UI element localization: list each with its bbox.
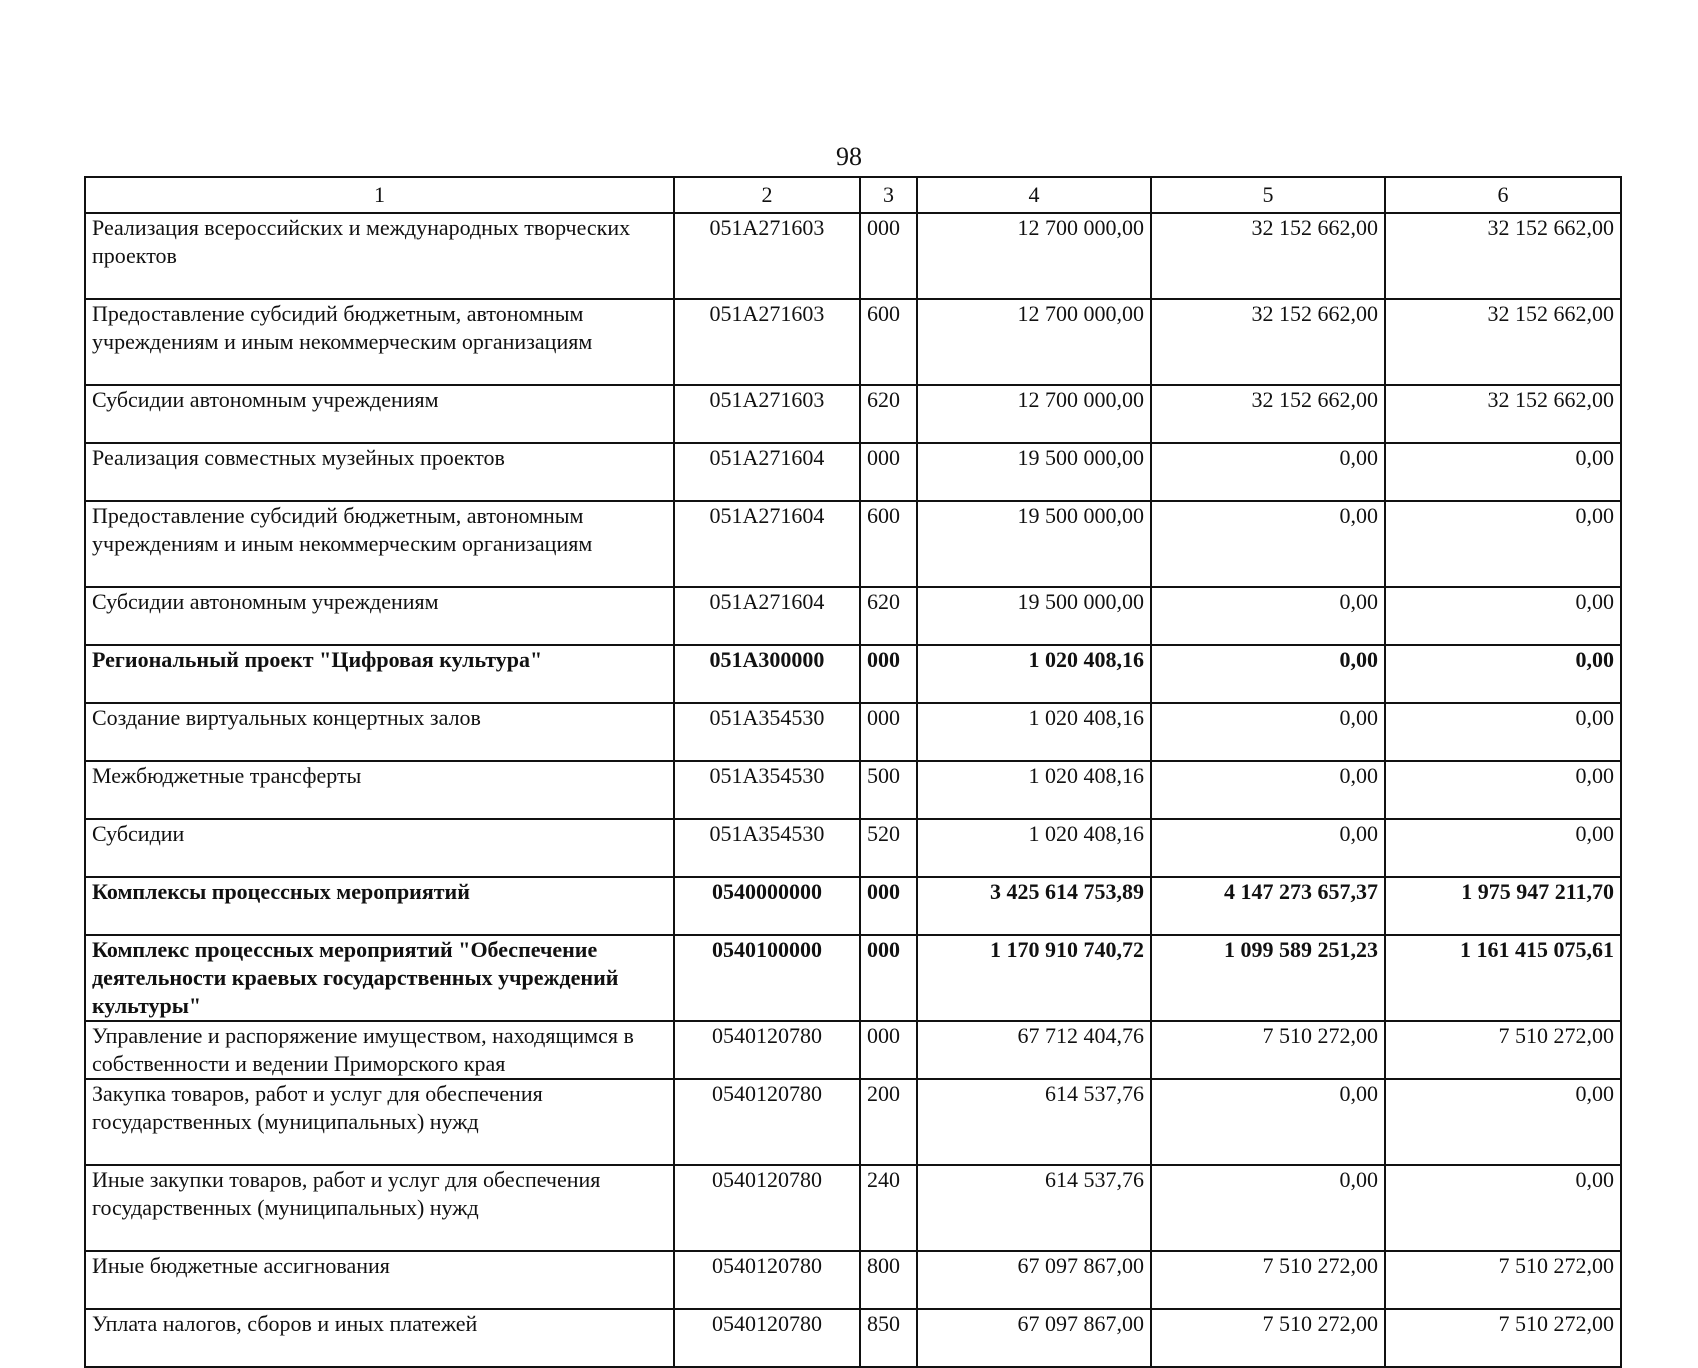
table-row [85,385,1621,443]
row-expense-type-cell: 240 [860,1165,917,1251]
row-amount-col6-cell: 1 161 415 075,61 [1385,935,1621,1021]
row-amount-col6-cell: 7 510 272,00 [1385,1021,1621,1079]
table-row [85,1079,1621,1165]
table-row [85,501,1621,587]
row-name-cell: Предоставление субсидий бюджетным, автономным учреждениям и иным некоммерческим организациям [85,501,674,587]
table-body [85,213,1621,1367]
row-amount-col6-cell: 0,00 [1385,587,1621,645]
row-expense-type-cell: 500 [860,761,917,819]
row-amount-col5-cell: 7 510 272,00 [1151,1309,1385,1367]
row-expense-type-cell: 000 [860,1021,917,1079]
row-expense-type-cell: 620 [860,385,917,443]
table-row [85,587,1621,645]
row-name-cell: Реализация всероссийских и международных творческих проектов [85,213,674,299]
row-amount-col5-cell: 0,00 [1151,443,1385,501]
row-amount-col4-cell: 19 500 000,00 [917,587,1151,645]
row-code-cell: 051A271604 [674,443,860,501]
row-code-cell: 051A271603 [674,299,860,385]
row-name-cell: Закупка товаров, работ и услуг для обеспечения государственных (муниципальных) нужд [85,1079,674,1165]
row-expense-type-cell: 000 [860,935,917,1021]
row-amount-col5-cell: 0,00 [1151,819,1385,877]
row-amount-col5-cell: 0,00 [1151,703,1385,761]
row-amount-col4-cell: 1 020 408,16 [917,703,1151,761]
row-expense-type-cell: 520 [860,819,917,877]
row-amount-col5-cell: 32 152 662,00 [1151,213,1385,299]
row-expense-type-cell: 000 [860,877,917,935]
row-amount-col4-cell: 67 097 867,00 [917,1309,1151,1367]
row-amount-col5-cell: 4 147 273 657,37 [1151,877,1385,935]
row-amount-col5-cell: 1 099 589 251,23 [1151,935,1385,1021]
table-row [85,935,1621,1021]
header-cell-1: 1 [85,177,674,213]
table-row [85,645,1621,703]
row-amount-col6-cell: 7 510 272,00 [1385,1309,1621,1367]
row-code-cell: 051A271604 [674,587,860,645]
row-amount-col4-cell: 12 700 000,00 [917,213,1151,299]
header-cell-5: 5 [1151,177,1385,213]
row-amount-col6-cell: 0,00 [1385,443,1621,501]
budget-table [84,176,1622,1368]
row-amount-col5-cell: 7 510 272,00 [1151,1251,1385,1309]
table-row [85,1021,1621,1079]
header-cell-6: 6 [1385,177,1621,213]
row-name-cell: Комплекс процессных мероприятий "Обеспечение деятельности краевых государственных учреждений культуры" [85,935,674,1021]
row-amount-col4-cell: 1 020 408,16 [917,761,1151,819]
row-amount-col5-cell: 7 510 272,00 [1151,1021,1385,1079]
row-expense-type-cell: 600 [860,501,917,587]
row-amount-col4-cell: 1 020 408,16 [917,819,1151,877]
row-amount-col6-cell: 1 975 947 211,70 [1385,877,1621,935]
header-row [85,177,1621,213]
row-amount-col6-cell: 0,00 [1385,1165,1621,1251]
row-amount-col5-cell: 0,00 [1151,501,1385,587]
row-amount-col4-cell: 3 425 614 753,89 [917,877,1151,935]
row-code-cell: 0540120780 [674,1079,860,1165]
row-amount-col5-cell: 0,00 [1151,645,1385,703]
row-expense-type-cell: 200 [860,1079,917,1165]
row-code-cell: 051A271604 [674,501,860,587]
row-code-cell: 051A354530 [674,819,860,877]
row-amount-col4-cell: 67 712 404,76 [917,1021,1151,1079]
row-name-cell: Управление и распоряжение имуществом, находящимся в собственности и ведении Приморского края [85,1021,674,1079]
table-row [85,299,1621,385]
row-expense-type-cell: 600 [860,299,917,385]
row-amount-col6-cell: 0,00 [1385,819,1621,877]
row-expense-type-cell: 000 [860,645,917,703]
row-amount-col4-cell: 614 537,76 [917,1165,1151,1251]
row-amount-col4-cell: 1 020 408,16 [917,645,1151,703]
row-name-cell: Иные бюджетные ассигнования [85,1251,674,1309]
row-amount-col6-cell: 0,00 [1385,645,1621,703]
row-expense-type-cell: 000 [860,443,917,501]
row-expense-type-cell: 000 [860,213,917,299]
row-code-cell: 0540120780 [674,1021,860,1079]
row-code-cell: 0540120780 [674,1165,860,1251]
table-row [85,703,1621,761]
table-row [85,877,1621,935]
row-amount-col5-cell: 0,00 [1151,1079,1385,1165]
row-name-cell: Региональный проект "Цифровая культура" [85,645,674,703]
row-name-cell: Предоставление субсидий бюджетным, автономным учреждениям и иным некоммерческим организациям [85,299,674,385]
row-expense-type-cell: 800 [860,1251,917,1309]
header-cell-3: 3 [860,177,917,213]
row-code-cell: 051A354530 [674,761,860,819]
table-row [85,1251,1621,1309]
row-amount-col4-cell: 1 170 910 740,72 [917,935,1151,1021]
row-code-cell: 0540000000 [674,877,860,935]
row-name-cell: Субсидии автономным учреждениям [85,385,674,443]
row-code-cell: 0540120780 [674,1309,860,1367]
row-name-cell: Реализация совместных музейных проектов [85,443,674,501]
row-name-cell: Создание виртуальных концертных залов [85,703,674,761]
row-name-cell: Межбюджетные трансферты [85,761,674,819]
table-row [85,1309,1621,1367]
row-code-cell: 0540100000 [674,935,860,1021]
table-row [85,1165,1621,1251]
header-cell-2: 2 [674,177,860,213]
row-amount-col6-cell: 0,00 [1385,703,1621,761]
table-row [85,213,1621,299]
row-expense-type-cell: 620 [860,587,917,645]
row-amount-col6-cell: 0,00 [1385,761,1621,819]
row-name-cell: Комплексы процессных мероприятий [85,877,674,935]
row-amount-col5-cell: 0,00 [1151,761,1385,819]
row-amount-col5-cell: 32 152 662,00 [1151,299,1385,385]
header-cell-4: 4 [917,177,1151,213]
row-amount-col6-cell: 7 510 272,00 [1385,1251,1621,1309]
row-amount-col4-cell: 614 537,76 [917,1079,1151,1165]
row-code-cell: 051A354530 [674,703,860,761]
row-amount-col6-cell: 32 152 662,00 [1385,385,1621,443]
row-code-cell: 051A271603 [674,213,860,299]
row-amount-col4-cell: 19 500 000,00 [917,501,1151,587]
row-name-cell: Субсидии автономным учреждениям [85,587,674,645]
row-amount-col5-cell: 0,00 [1151,587,1385,645]
table-row [85,443,1621,501]
page-number: 98 [836,142,862,171]
row-amount-col6-cell: 32 152 662,00 [1385,213,1621,299]
row-name-cell: Уплата налогов, сборов и иных платежей [85,1309,674,1367]
table-row [85,819,1621,877]
row-amount-col6-cell: 0,00 [1385,1079,1621,1165]
row-amount-col4-cell: 12 700 000,00 [917,299,1151,385]
row-name-cell: Иные закупки товаров, работ и услуг для обеспечения государственных (муниципальных) нужд [85,1165,674,1251]
row-amount-col4-cell: 67 097 867,00 [917,1251,1151,1309]
row-name-cell: Субсидии [85,819,674,877]
row-amount-col6-cell: 32 152 662,00 [1385,299,1621,385]
row-expense-type-cell: 000 [860,703,917,761]
row-amount-col5-cell: 32 152 662,00 [1151,385,1385,443]
row-expense-type-cell: 850 [860,1309,917,1367]
row-amount-col6-cell: 0,00 [1385,501,1621,587]
row-amount-col4-cell: 12 700 000,00 [917,385,1151,443]
row-amount-col5-cell: 0,00 [1151,1165,1385,1251]
row-amount-col4-cell: 19 500 000,00 [917,443,1151,501]
row-code-cell: 051A300000 [674,645,860,703]
row-code-cell: 0540120780 [674,1251,860,1309]
table-row [85,761,1621,819]
row-code-cell: 051A271603 [674,385,860,443]
